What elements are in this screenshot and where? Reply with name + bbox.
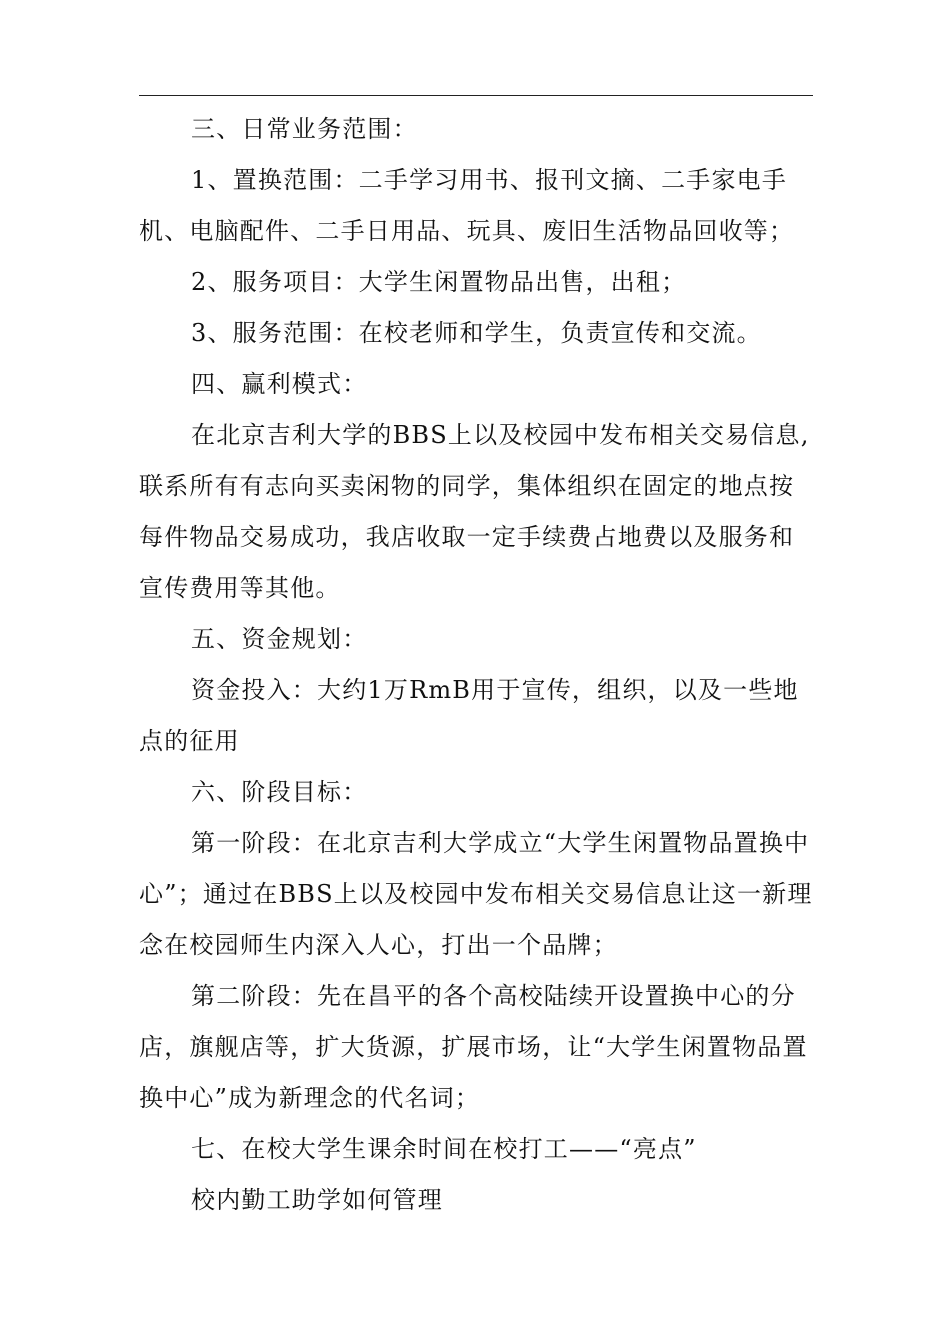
section-heading-part-time-work: 七、在校大学生课余时间在校打工——“亮点” [191,1135,697,1163]
paragraph-funding: 资金投入：大约1万RmB用于宣传，组织，以及一些地点的征用 [139,676,799,755]
paragraph-exchange-scope: 1、置换范围：二手学习用书、报刊文摘、二手家电手机、电脑配件、二手日用品、玩具、废旧生活物品回收等； [139,166,795,245]
paragraph-stage-one: 第一阶段：在北京吉利大学成立“大学生闲置物品置换中心”；通过在BBS上以及校园中发布相关交易信息让这一新理念在校园师生内深入人心，打出一个品牌； [139,829,813,959]
document-body [139,104,813,1226]
section-heading-funding: 五、资金规划： [191,625,368,653]
paragraph-work-study-management: 校内勤工助学如何管理 [191,1186,443,1214]
paragraph-service-items: 2、服务项目：大学生闲置物品出售，出租； [191,268,687,296]
paragraph-stage-two: 第二阶段：先在昌平的各个高校陆续开设置换中心的分店，旗舰店等，扩大货源，扩展市场，让“大学生闲置物品置换中心”成为新理念的代名词； [139,982,808,1112]
paragraph-service-scope: 3、服务范围：在校老师和学生，负责宣传和交流。 [191,319,762,347]
section-heading-stage-goals: 六、阶段目标： [191,778,368,806]
header-rule [139,95,813,96]
paragraph-profit-model: 在北京吉利大学的BBS上以及校园中发布相关交易信息,联系所有有志向买卖闲物的同学，集体组织在固定的地点按每件物品交易成功，我店收取一定手续费占地费以及服务和宣传费用等其他。 [139,421,810,602]
section-heading-profit-model: 四、赢利模式： [191,370,368,398]
section-heading-business-scope: 三、日常业务范围： [191,115,418,143]
